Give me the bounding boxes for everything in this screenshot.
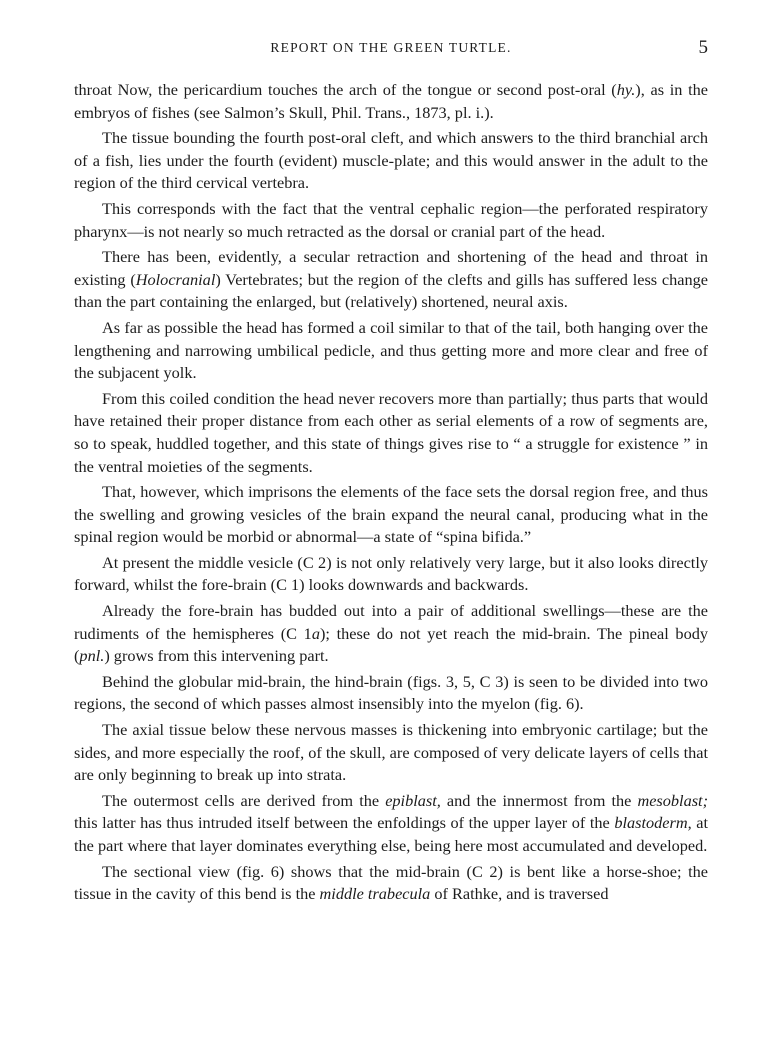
- paragraph: [74, 861, 708, 906]
- text-run: this latter has thus intruded itself between the enfoldings of the upper layer of the: [74, 813, 615, 833]
- italic-term: pnl.: [79, 646, 105, 666]
- text-run: There has been, evidently, a secular retraction and shortening of the head and throat in existing (: [74, 247, 708, 289]
- text-run: As far as possible the head has formed a coil similar to that of the tail, both hanging over the lengthening and narrowing umbilical pedicle, and thus getting more and more clear and free of the subjacent yolk.: [74, 317, 708, 383]
- paragraph: [74, 388, 708, 478]
- text-run: The tissue bounding the fourth post-oral cleft, and which answers to the third branchial arch of a fish, lies under the fourth (evident) muscle-plate; and this would answer in the adult to the region of the third cervical vertebra.: [74, 128, 708, 193]
- text-run: The axial tissue below these nervous masses is thickening into embryonic cartilage; but the sides, and more especially the roof, of the skull, are composed of very delicate layers of cells that are only beginning to break up into strata.: [74, 720, 708, 785]
- paragraph: [74, 600, 708, 668]
- italic-term: a: [311, 623, 320, 643]
- paragraph: [74, 79, 708, 124]
- italic-term: epiblast,: [385, 790, 441, 810]
- paragraph: [74, 127, 708, 195]
- text-run: From this coiled condition the head never recovers more than partially; thus parts that would have retained their proper distance from each other as serial elements of a row of segments are, so to speak, huddled together, and this state of things gives rise to “ a struggle for existence ” in the ventral moieties of the segments.: [74, 388, 708, 476]
- italic-term: Holocranial: [135, 269, 216, 289]
- text-run: The sectional view (fig. 6) shows that the mid-brain (C 2) is bent like a horse-shoe; the tissue in the cavity of this bend is the: [74, 861, 708, 904]
- italic-term: middle trabecula: [319, 884, 431, 904]
- text-run: throat Now, the pericardium touches the arch of the tongue or second post-oral (: [74, 80, 617, 99]
- italic-term: hy.: [616, 80, 636, 99]
- page-header: [74, 37, 708, 62]
- text-run: Already the fore-brain has budded out into a pair of additional swellings—these are the rudiments of the hemispheres (C 1: [74, 601, 708, 643]
- text-run: This corresponds with the fact that the ventral cephalic region—the perforated respiratory pharynx—is not nearly so much retracted as the dorsal or cranial part of the head.: [74, 198, 708, 241]
- text-run: and the innermost from the: [440, 790, 638, 810]
- italic-term: blastoderm,: [614, 813, 692, 833]
- paragraph: [74, 481, 708, 549]
- text-run: ) Vertebrates; but the region of the clefts and gills has suffered less change than the part containing the enlarged, but (relatively) shortened, neural axis.: [74, 269, 708, 312]
- text-run: at the part where that layer dominates everything else, being here most accumulated and developed.: [74, 813, 708, 855]
- text-run: ), as in the embryos of fishes (see Salmon’s Skull, Phil. Trans., 1873, pl. i.).: [74, 80, 708, 122]
- page-number: 5: [698, 37, 708, 58]
- paragraph: [74, 552, 708, 597]
- paragraph: [74, 317, 708, 385]
- text-run: Behind the globular mid-brain, the hind-brain (figs. 3, 5, C 3) is seen to be divided into two regions, the second of which passes almost insensibly into the myelon (fig. 6).: [74, 671, 708, 714]
- paragraph: [74, 246, 708, 314]
- text-run: That, however, which imprisons the elements of the face sets the dorsal region free, and thus the swelling and growing vesicles of the brain expand the neural canal, producing what in the spinal region would be morbid or abnormal—a state of “spina bifida.”: [74, 482, 708, 547]
- text-run: The outermost cells are derived from the: [102, 790, 386, 810]
- italic-term: mesoblast;: [637, 790, 708, 810]
- paragraph: [74, 719, 708, 787]
- text-run: At present the middle vesicle (C 2) is not only relatively very large, but it also looks directly forward, whilst the fore-brain (C 1) looks downwards and backwards.: [74, 552, 708, 595]
- paragraph: [74, 790, 708, 858]
- text-run: of Rathke, and is traversed: [430, 884, 609, 904]
- paragraph: [74, 198, 708, 243]
- running-title: REPORT ON THE GREEN TURTLE.: [270, 40, 512, 55]
- text-run: ); these do not yet reach the mid-brain. The pineal body (: [74, 623, 708, 666]
- paragraph: [74, 671, 708, 716]
- body-text: [74, 79, 708, 909]
- text-run: ) grows from this intervening part.: [104, 646, 329, 666]
